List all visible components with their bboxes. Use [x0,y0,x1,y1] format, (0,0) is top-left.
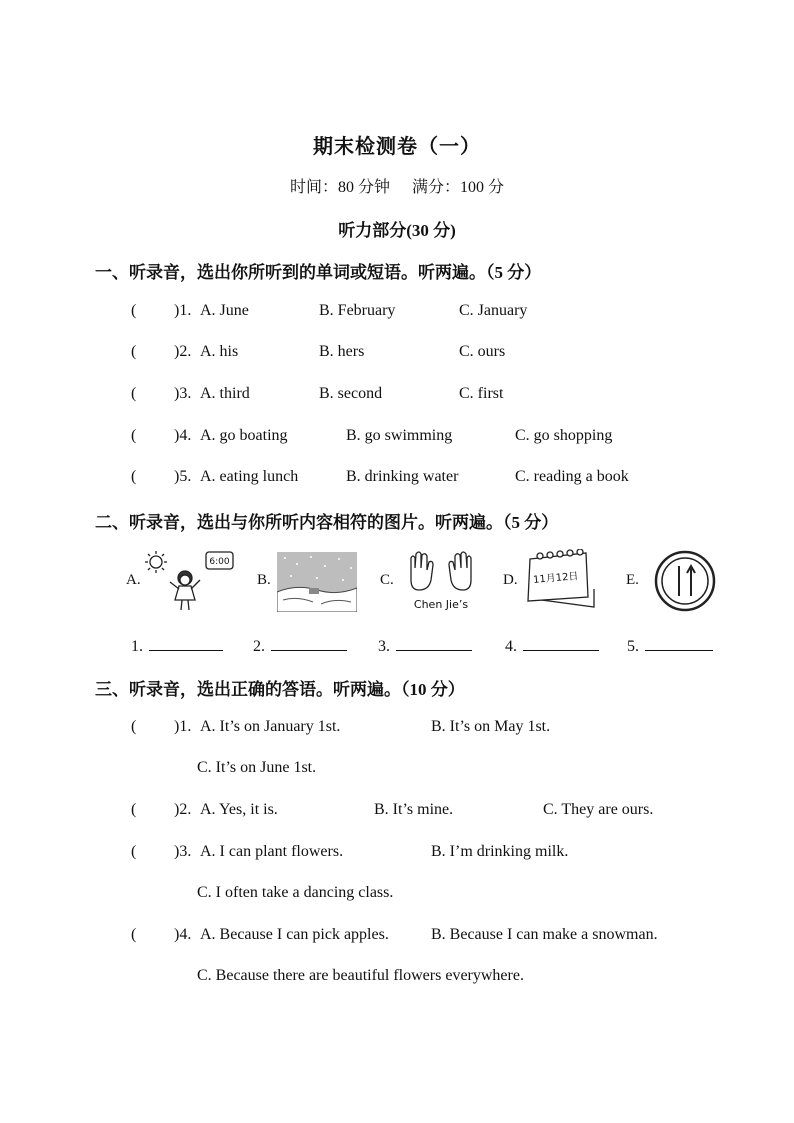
full-score: 满分：100 分 [412,179,505,196]
exam-meta [0,174,794,197]
option-a: A. third [200,385,250,402]
question-number: )2. [174,343,192,360]
girl-sun-clock-icon [140,548,240,614]
option-a: A. Yes, it is. [200,801,278,818]
answer-paren[interactable]: ( [131,718,137,735]
picture-label-a: A. [126,572,141,588]
question-number: )4. [174,926,192,943]
question-number: )1. [174,302,192,319]
answer-paren[interactable]: ( [131,343,137,360]
answer-paren[interactable]: ( [131,302,137,319]
snowy-landscape-icon [277,552,357,612]
option-c: C. first [459,385,504,402]
blank-3[interactable]: 3. [378,636,472,656]
picture-label-d: D. [503,572,518,588]
option-c: C. I often take a dancing class. [197,884,394,901]
page-title: 期末检测卷（一） [313,136,481,158]
blank-2[interactable]: 2. [253,636,347,656]
option-c: C. They are ours. [543,801,654,818]
blank-1[interactable]: 1. [131,636,223,656]
option-a: A. It’s on January 1st. [200,718,341,735]
section-3-heading: 三、听录音，选出正确的答语。听两遍。（10 分） [95,680,465,699]
picture-label-c: C. [380,572,394,588]
svg-text:11月12日: 11月12日 [532,571,579,586]
option-a: A. his [200,343,239,360]
answer-paren[interactable]: ( [131,926,137,943]
question-number: )1. [174,718,192,735]
blank-5[interactable]: 5. [627,636,713,656]
question-number: )5. [174,468,192,485]
option-b: B. I’m drinking milk. [431,843,569,860]
option-a: A. June [200,302,249,319]
option-a: A. I can plant flowers. [200,843,344,860]
picture-label-b: B. [257,572,271,588]
question-number: )3. [174,843,192,860]
question-number: )2. [174,801,192,818]
svg-text:Chen Jie’s: Chen Jie’s [413,598,469,611]
answer-paren[interactable]: ( [131,843,137,860]
option-b: B. drinking water [346,468,459,485]
traffic-sign-icon [654,550,716,612]
picture-label-e: E. [626,572,639,588]
time-limit: 时间：80 分钟 [289,179,390,196]
section-2-heading: 二、听录音，选出与你所听内容相符的图片。听两遍。（5 分） [95,513,559,532]
option-c: C. reading a book [515,468,629,485]
option-a: A. eating lunch [200,468,299,485]
answer-paren[interactable]: ( [131,801,137,818]
option-b: B. hers [319,343,365,360]
option-b: B. Because I can make a snowman. [431,926,658,943]
question-number: )4. [174,427,192,444]
option-a: A. Because I can pick apples. [200,926,389,943]
blank-4[interactable]: 4. [505,636,599,656]
option-c: C. It’s on June 1st. [197,759,317,776]
question-number: )3. [174,385,192,402]
option-b: B. second [319,385,383,402]
option-c: C. go shopping [515,427,613,444]
option-a: A. go boating [200,427,288,444]
answer-paren[interactable]: ( [131,468,137,485]
option-b: B. It’s on May 1st. [431,718,551,735]
option-b: B. February [319,302,396,319]
svg-text:6:00: 6:00 [209,557,230,567]
option-b: B. go swimming [346,427,453,444]
gloves-icon [405,550,477,614]
part-title: 听力部分(30 分) [338,221,456,240]
option-c: C. Because there are beautiful flowers everywhere. [197,967,524,984]
option-c: C. ours [459,343,506,360]
answer-paren[interactable]: ( [131,427,137,444]
option-c: C. January [459,302,528,319]
option-b: B. It’s mine. [374,801,454,818]
calendar-icon [524,549,600,611]
section-1-heading: 一、听录音，选出你所听到的单词或短语。听两遍。（5 分） [95,263,542,282]
answer-paren[interactable]: ( [131,385,137,402]
